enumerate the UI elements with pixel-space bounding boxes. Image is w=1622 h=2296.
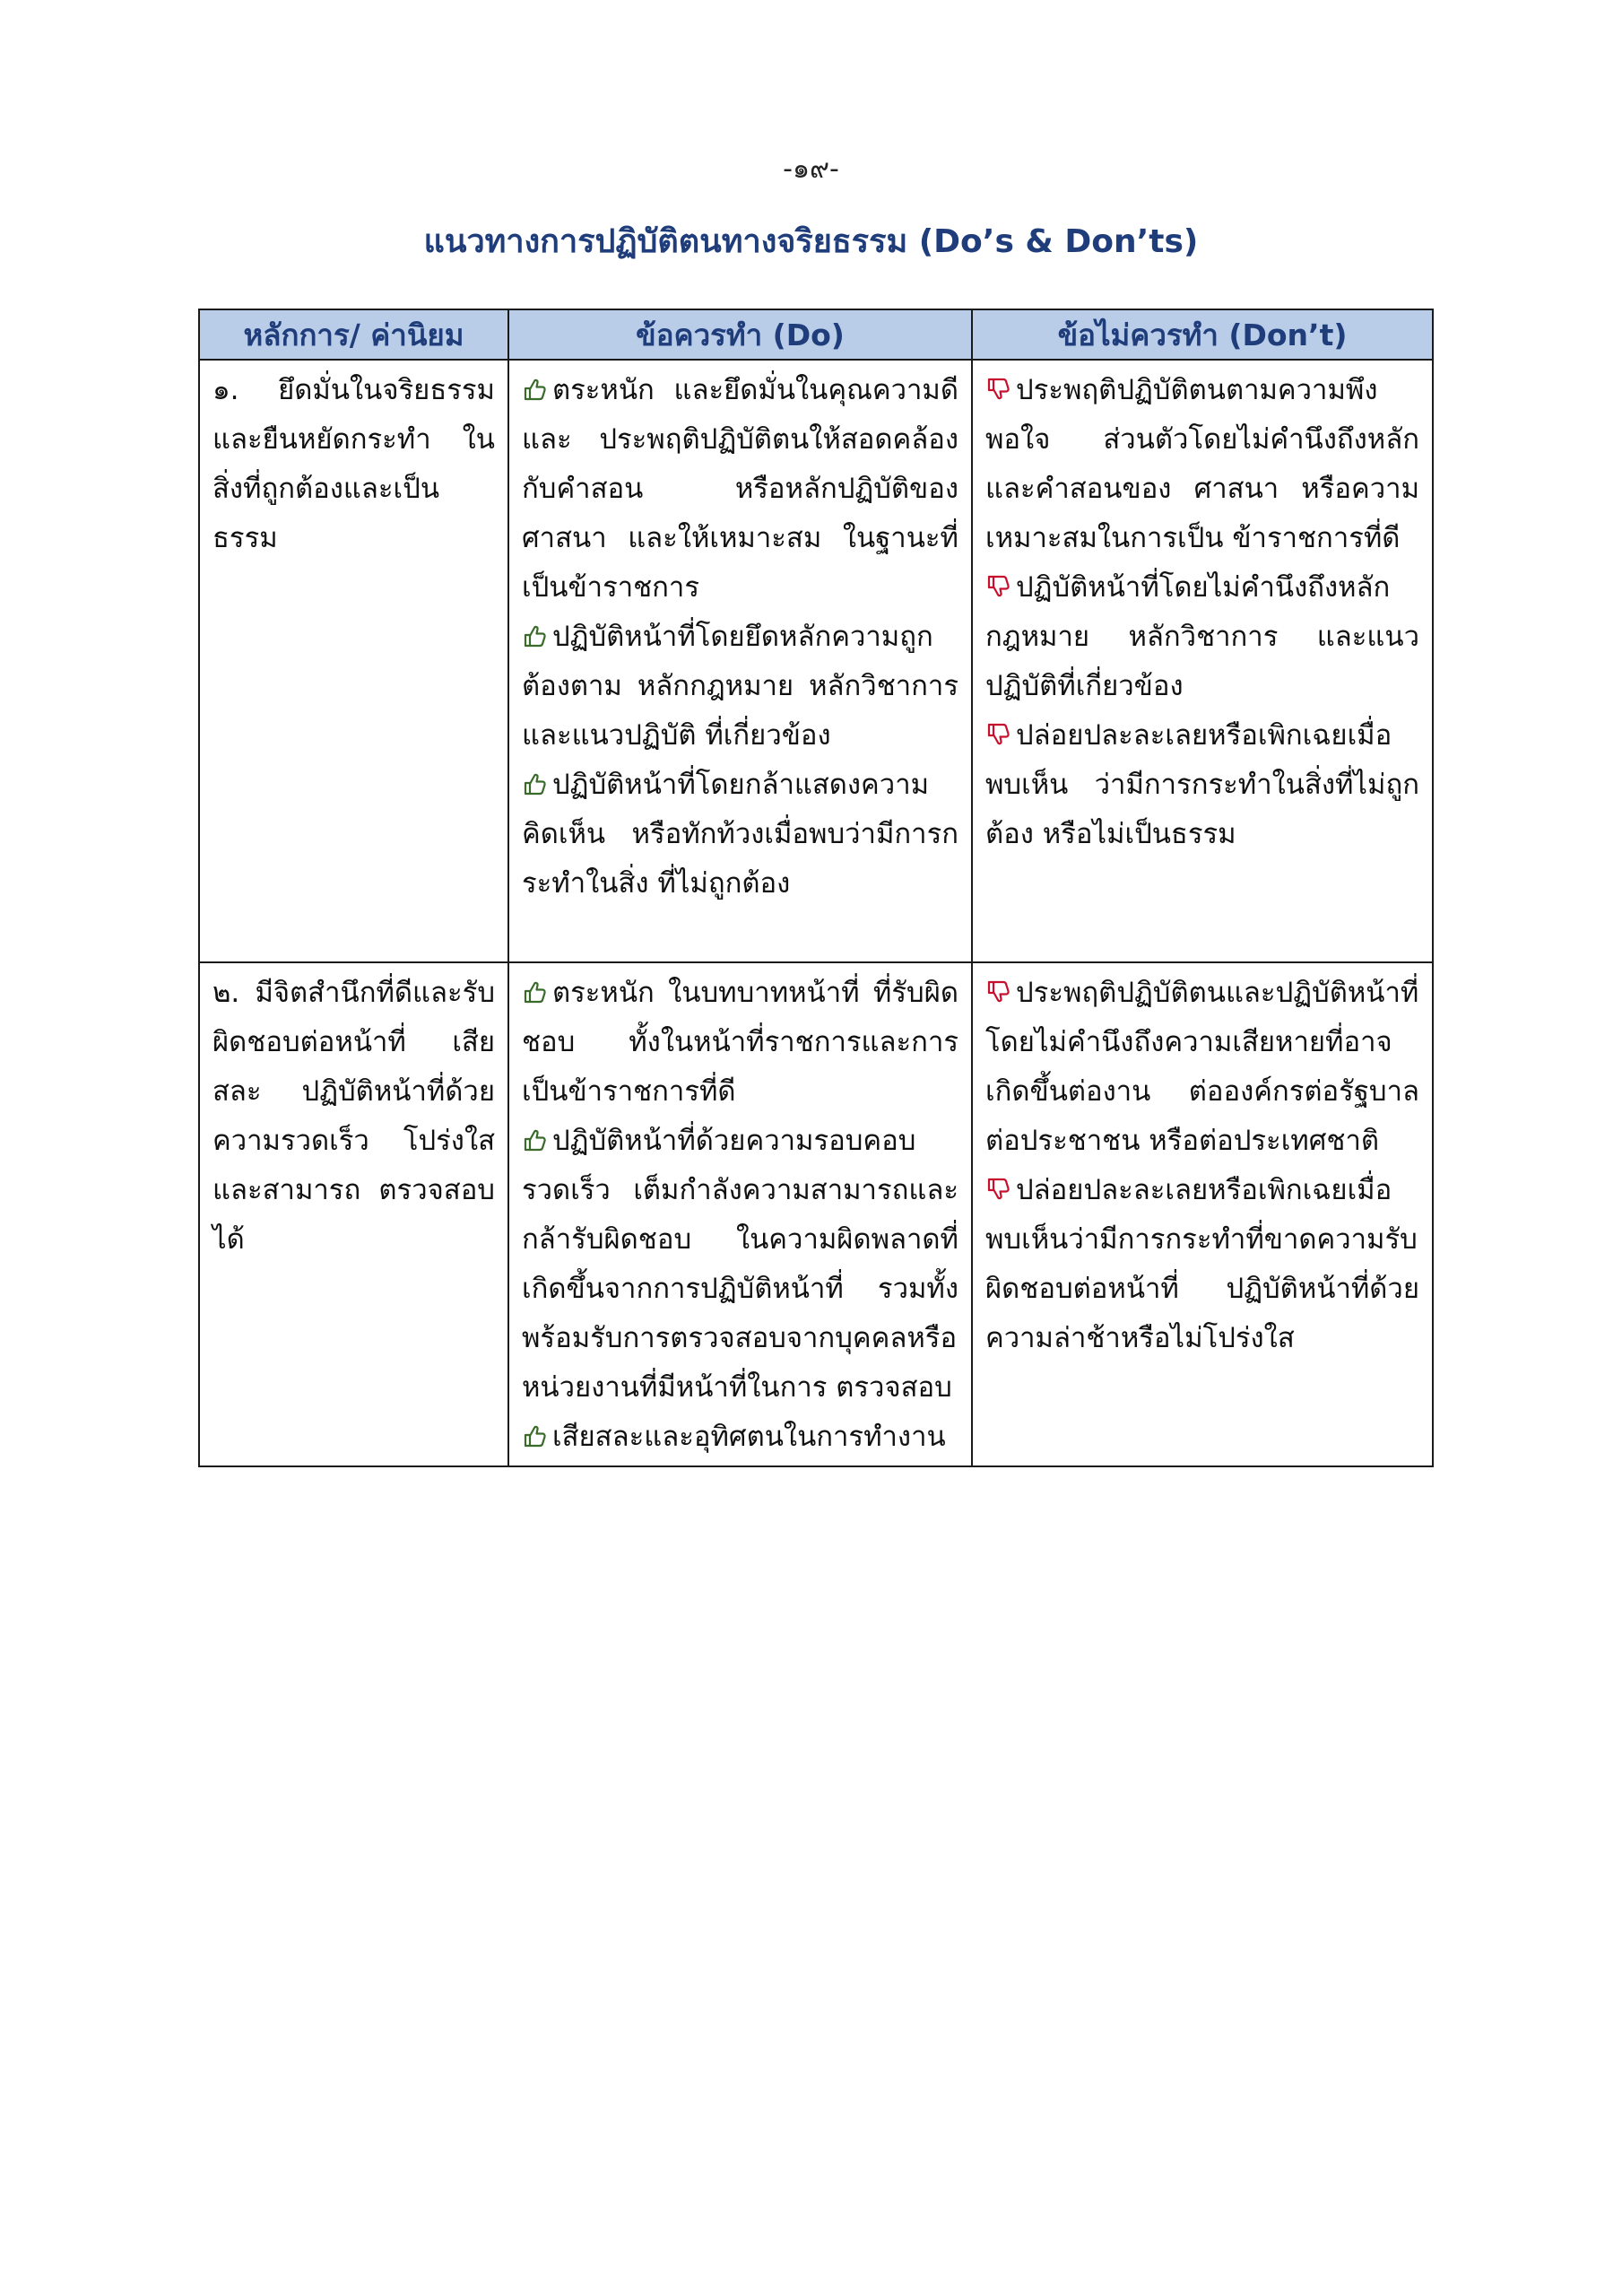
dos-donts-table xyxy=(198,309,1434,1467)
table-header-row xyxy=(199,309,1433,360)
principle-text: ๒. มีจิตสำนึกที่ดีและรับผิดชอบต่อหน้าที่ เสียสละ ปฏิบัติหน้าที่ด้วยความรวดเร็ว โปร่งใส และสามารถ ตรวจสอบได้ xyxy=(213,977,495,1256)
do-item xyxy=(522,1413,958,1462)
dont-item xyxy=(985,1166,1419,1363)
dont-item xyxy=(985,563,1419,711)
do-item-text: ตระหนัก และยึดมั่นในคุณความดี และ ประพฤติปฏิบัติตนให้สอดคล้องกับคำสอน หรือหลักปฏิบัติของศาสนา และให้เหมาะสม ในฐานะที่เป็นข้าราชการ xyxy=(522,374,958,604)
dont-cell xyxy=(972,360,1433,962)
principle-cell xyxy=(199,360,508,962)
page-title: แนวทางการปฏิบัติตนทางจริยธรรม (Do’s & Don’ts) xyxy=(423,223,1199,260)
thumbs-up-icon xyxy=(522,978,547,1005)
dont-item-text: ปฏิบัติหน้าที่โดยไม่คำนึงถึงหลักกฎหมาย หลักวิชาการ และแนวปฏิบัติที่เกี่ยวข้อง xyxy=(985,571,1419,702)
dont-cell xyxy=(972,962,1433,1466)
table-row xyxy=(199,360,1433,962)
do-item xyxy=(522,969,958,1117)
header-principle: หลักการ/ ค่านิยม xyxy=(199,309,508,360)
principle-cell xyxy=(199,962,508,1466)
thumbs-up-icon xyxy=(522,770,547,797)
dont-item xyxy=(985,711,1419,859)
do-item xyxy=(522,613,958,761)
do-item-text: เสียสละและอุทิศตนในการทำงาน xyxy=(552,1421,946,1453)
dont-item-text: ประพฤติปฏิบัติตนและปฏิบัติหน้าที่โดยไม่คำนึงถึงความเสียหายที่อาจเกิดขึ้นต่องาน ต่อองค์กรต่อรัฐบาลต่อประชาชน หรือต่อประเทศชาติ xyxy=(985,977,1419,1157)
do-item-text: ปฏิบัติหน้าที่โดยกล้าแสดงความคิดเห็น หรือทักท้วงเมื่อพบว่ามีการกระทำในสิ่ง ที่ไม่ถูกต้อง xyxy=(522,769,958,900)
dont-item xyxy=(985,366,1419,563)
do-cell xyxy=(508,360,972,962)
table-row xyxy=(199,962,1433,1466)
do-item-text: ปฏิบัติหน้าที่ด้วยความรอบคอบ รวดเร็ว เต็มกำลังความสามารถและกล้ารับผิดชอบ ในความผิดพลาดที่เกิดขึ้นจากการปฏิบัติหน้าที่ รวมทั้งพร้อมรับการตรวจสอบจากบุคคลหรือหน่วยงานที่มีหน้าที่ในการ ตรวจสอบ xyxy=(522,1125,958,1404)
principle-text: ๑. ยึดมั่นในจริยธรรม และยืนหยัดกระทำ ใน สิ่งที่ถูกต้องและเป็น ธรรม xyxy=(213,374,495,554)
thumbs-up-icon xyxy=(522,1126,547,1153)
dont-item-text: ปล่อยปละละเลยหรือเพิกเฉยเมื่อพบเห็น ว่ามีการกระทำในสิ่งที่ไม่ถูกต้อง หรือไม่เป็นธรรม xyxy=(985,719,1419,850)
thumbs-down-icon xyxy=(985,573,1010,600)
thumbs-down-icon xyxy=(985,978,1010,1005)
do-cell xyxy=(508,962,972,1466)
thumbs-up-icon xyxy=(522,1422,547,1449)
page-number: -๑๙- xyxy=(783,153,839,185)
dont-item-text: ประพฤติปฏิบัติตนตามความพึงพอใจ ส่วนตัวโดยไม่คำนึงถึงหลักและคำสอนของ ศาสนา หรือความเหมาะสมในการเป็น ข้าราชการที่ดี xyxy=(985,374,1419,554)
header-dont: ข้อไม่ควรทำ (Don’t) xyxy=(972,309,1433,360)
do-item xyxy=(522,1117,958,1413)
thumbs-up-icon xyxy=(522,376,547,403)
thumbs-down-icon xyxy=(985,376,1010,403)
do-item-text: ตระหนัก ในบทบาทหน้าที่ ที่รับผิดชอบ ทั้งในหน้าที่ราชการและการเป็นข้าราชการที่ดี xyxy=(522,977,958,1108)
do-item xyxy=(522,761,958,909)
dont-item-text: ปล่อยปละละเลยหรือเพิกเฉยเมื่อพบเห็นว่ามีการกระทำที่ขาดความรับผิดชอบต่อหน้าที่ ปฏิบัติหน้าที่ด้วยความล่าช้าหรือไม่โปร่งใส xyxy=(985,1174,1419,1354)
do-item xyxy=(522,366,958,613)
thumbs-down-icon xyxy=(985,721,1010,748)
do-item-text: ปฏิบัติหน้าที่โดยยึดหลักความถูกต้องตาม หลักกฎหมาย หลักวิชาการ และแนวปฏิบัติ ที่เกี่ยวข้อง xyxy=(522,621,958,752)
thumbs-up-icon xyxy=(522,622,547,649)
thumbs-down-icon xyxy=(985,1176,1010,1203)
header-do: ข้อควรทำ (Do) xyxy=(508,309,972,360)
dont-item xyxy=(985,969,1419,1166)
